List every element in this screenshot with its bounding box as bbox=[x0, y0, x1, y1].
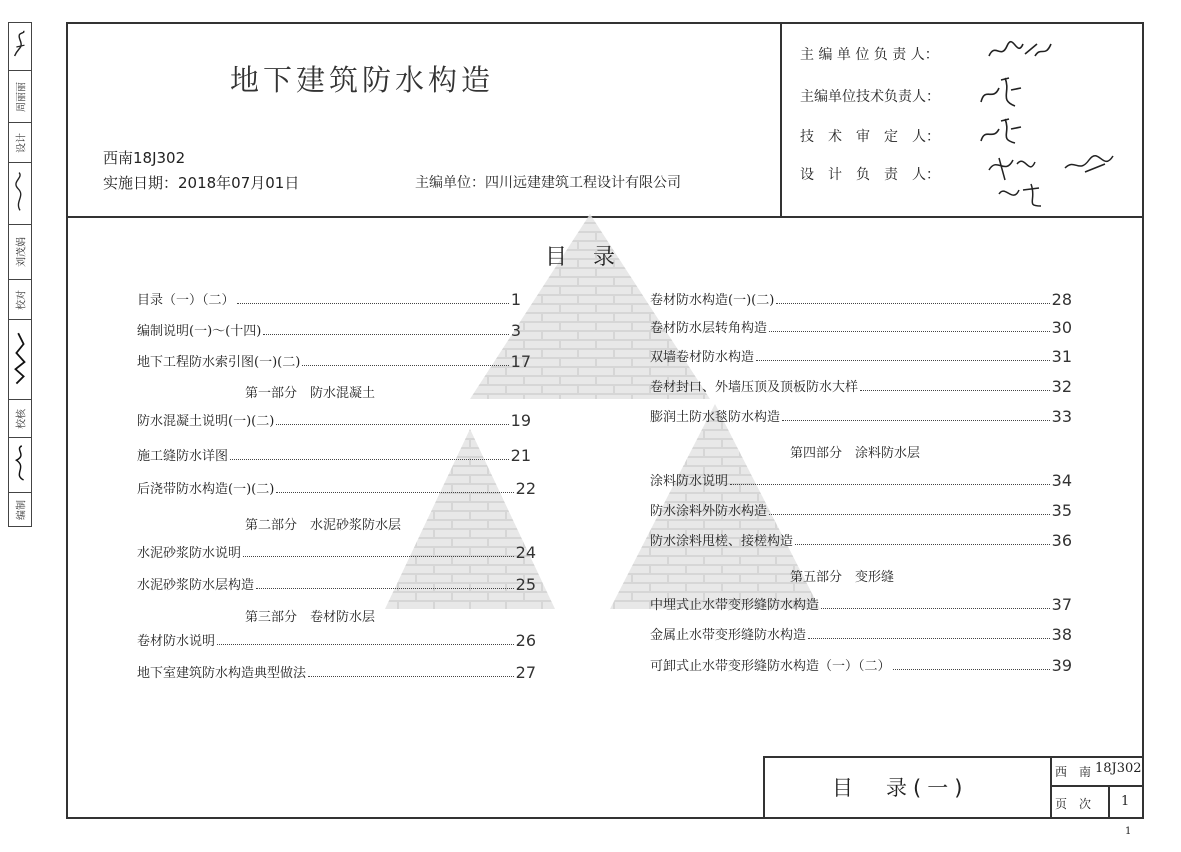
responsibility-line: 主 编 单 位 负 责 人： bbox=[800, 47, 939, 63]
atlas-code: 西南18J302 bbox=[103, 149, 186, 167]
title-block-border bbox=[763, 756, 765, 819]
toc-entry[interactable]: 可卸式止水带变形缝防水构造（一）（二） 39 bbox=[650, 656, 1072, 675]
section-heading: 第二部分 水泥砂浆防水层 bbox=[245, 518, 402, 533]
header-column-divider bbox=[780, 22, 782, 218]
stamp-signature bbox=[9, 23, 31, 71]
section-heading: 第三部分 卷材防水层 bbox=[245, 610, 376, 625]
toc-entry[interactable]: 中埋式止水带变形缝防水构造 37 bbox=[650, 595, 1072, 614]
page-number: 31 bbox=[1051, 347, 1072, 366]
handwritten-signature bbox=[975, 115, 1025, 147]
stamp-signature bbox=[9, 163, 31, 225]
toc-entry[interactable]: 目录（一）（二） 1 bbox=[137, 290, 521, 309]
sheet-number: 1 bbox=[1125, 826, 1132, 837]
toc-entry[interactable]: 卷材防水构造(一)(二) 28 bbox=[650, 290, 1072, 309]
page-number: 37 bbox=[1051, 595, 1072, 614]
page-value: 1 bbox=[1121, 794, 1130, 809]
approval-stamp-strip bbox=[8, 22, 32, 527]
page-number: 21 bbox=[510, 446, 531, 465]
page-label: 页 次 bbox=[1055, 797, 1092, 811]
toc-entry[interactable]: 地下室建筑防水构造典型做法 27 bbox=[137, 663, 536, 682]
stamp-cell-role: 校对 bbox=[9, 280, 31, 320]
handwritten-signature bbox=[975, 72, 1025, 112]
toc-entry[interactable]: 水泥砂浆防水层构造 25 bbox=[137, 575, 536, 594]
toc-entry[interactable]: 防水混凝土说明(一)(二) 19 bbox=[137, 411, 531, 430]
signature-mark bbox=[11, 29, 29, 61]
toc-entry[interactable]: 防水涂料甩槎、接槎构造 36 bbox=[650, 531, 1072, 550]
page-number: 30 bbox=[1051, 318, 1072, 337]
page-number: 27 bbox=[515, 663, 536, 682]
page-number: 17 bbox=[510, 352, 531, 371]
page-number: 19 bbox=[510, 411, 531, 430]
toc-entry[interactable]: 双墙卷材防水构造 31 bbox=[650, 347, 1072, 366]
stamp-cell-name: 刘茂娟 bbox=[9, 225, 31, 280]
responsibility-line: 技 术 审 定 人： bbox=[800, 129, 940, 145]
implementation-date: 实施日期：2018年07月01日 bbox=[103, 174, 300, 192]
toc-entry[interactable]: 涂料防水说明 34 bbox=[650, 471, 1072, 490]
page-number: 26 bbox=[515, 631, 536, 650]
page-number: 22 bbox=[515, 479, 536, 498]
toc-entry[interactable]: 后浇带防水构造(一)(二) 22 bbox=[137, 479, 536, 498]
stamp-signature bbox=[9, 438, 31, 493]
title-block-border bbox=[763, 756, 1144, 758]
signature-mark bbox=[11, 326, 29, 387]
stamp-cell-role: 设计 bbox=[9, 123, 31, 163]
page-number: 35 bbox=[1051, 501, 1072, 520]
toc-entry[interactable]: 水泥砂浆防水说明 24 bbox=[137, 543, 536, 562]
handwritten-signature bbox=[985, 150, 1125, 210]
section-heading: 第四部分 涂料防水层 bbox=[790, 446, 921, 461]
toc-entry[interactable]: 施工缝防水详图 21 bbox=[137, 446, 531, 465]
page-number: 24 bbox=[515, 543, 536, 562]
toc-entry[interactable]: 卷材防水说明 26 bbox=[137, 631, 536, 650]
stamp-cell-role: 校核 bbox=[9, 400, 31, 438]
toc-entry[interactable]: 编制说明(一)～(十四) 3 bbox=[137, 321, 521, 340]
toc-heading: 目 录 bbox=[545, 245, 618, 270]
stamp-cell-name: 周丽丽 bbox=[9, 71, 31, 123]
title-block-border bbox=[1108, 785, 1110, 819]
document-title: 地下建筑防水构造 bbox=[230, 63, 495, 97]
page-number: 34 bbox=[1051, 471, 1072, 490]
page-number: 3 bbox=[510, 321, 521, 340]
section-heading: 第一部分 防水混凝土 bbox=[245, 386, 376, 401]
page-number: 1 bbox=[510, 290, 521, 309]
section-heading: 第五部分 变形缝 bbox=[790, 570, 895, 585]
page-number: 39 bbox=[1051, 656, 1072, 675]
toc-entry[interactable]: 地下工程防水索引图(一)(二) 17 bbox=[137, 352, 531, 371]
toc-entry[interactable]: 卷材封口、外墙压顶及顶板防水大样 32 bbox=[650, 377, 1072, 396]
page-number: 36 bbox=[1051, 531, 1072, 550]
responsibility-line: 主编单位技术负责人： bbox=[800, 89, 940, 105]
signature-mark bbox=[11, 169, 29, 214]
title-block-border bbox=[1050, 785, 1144, 787]
responsibility-line: 设 计 负 责 人： bbox=[800, 167, 940, 183]
page-number: 25 bbox=[515, 575, 536, 594]
signature-mark bbox=[11, 444, 29, 483]
toc-entry[interactable]: 膨润土防水毯防水构造 33 bbox=[650, 407, 1072, 426]
atlas-code: 18J302 bbox=[1095, 761, 1142, 776]
sheet-title: 目 录(一) bbox=[832, 776, 969, 800]
page-number: 38 bbox=[1051, 625, 1072, 644]
editing-organization: 主编单位：四川远建建筑工程设计有限公司 bbox=[415, 175, 681, 191]
page-number: 32 bbox=[1051, 377, 1072, 396]
stamp-cell-role: 编制 bbox=[16, 499, 28, 520]
stamp-signature bbox=[9, 320, 31, 400]
atlas-label: 西 南 bbox=[1055, 765, 1092, 779]
handwritten-signature bbox=[985, 36, 1055, 64]
page-number: 28 bbox=[1051, 290, 1072, 309]
toc-entry[interactable]: 防水涂料外防水构造 35 bbox=[650, 501, 1072, 520]
toc-entry[interactable]: 金属止水带变形缝防水构造 38 bbox=[650, 625, 1072, 644]
toc-entry[interactable]: 卷材防水层转角构造 30 bbox=[650, 318, 1072, 337]
page-number: 33 bbox=[1051, 407, 1072, 426]
title-block-border bbox=[1050, 756, 1052, 819]
